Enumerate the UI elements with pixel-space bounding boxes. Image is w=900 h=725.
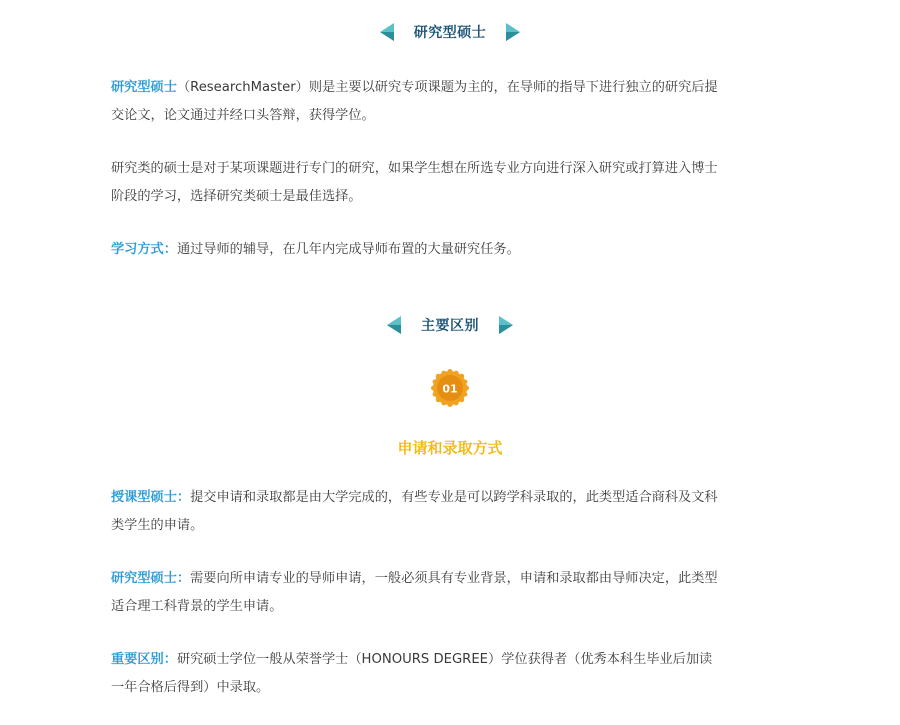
badge-number: 01 <box>442 382 458 396</box>
paragraph-research-master <box>111 565 721 621</box>
section-title: 研究型硕士 <box>413 25 487 41</box>
highlight-term: 研究型硕士 <box>111 80 177 95</box>
subsection-title: 申请和录取方式 <box>397 439 503 457</box>
paragraph-text: 研究硕士学位一般从荣誉学士（HONOURS DEGREE）学位获得者（优秀本科生毕业后加读一年合格后得到）中录取。 <box>111 652 713 695</box>
paragraph-text: 需要向所申请专业的导师申请，一般必须具有专业背景，申请和录取都由导师决定，此类型适合理工科背景的学生申请。 <box>111 571 718 614</box>
paragraph-research-definition <box>111 74 721 130</box>
paragraph-text: 研究类的硕士是对于某项课题进行专门的研究，如果学生想在所选专业方向进行深入研究或打算进入博士阶段的学习，选择研究类硕士是最佳选择。 <box>111 161 718 204</box>
paragraph-research-suitability <box>111 155 721 211</box>
highlight-term: 重要区别： <box>111 652 177 667</box>
paragraph-text: （ResearchMaster）则是主要以研究专项课题为主的，在导师的指导下进行独立的研究后提交论文，论文通过并经口头答辩，获得学位。 <box>111 80 718 123</box>
paragraph-study-method <box>111 236 721 264</box>
paragraph-key-difference <box>111 646 721 702</box>
triangle-right-icon <box>506 23 520 41</box>
badge-seal-icon <box>431 369 469 407</box>
section-heading-main-differences <box>0 315 900 335</box>
number-badge <box>0 369 900 407</box>
highlight-term: 授课型硕士： <box>111 490 191 505</box>
section-heading-research-master <box>0 22 900 42</box>
highlight-term: 学习方式： <box>111 242 177 257</box>
paragraph-taught-master <box>111 484 721 540</box>
triangle-left-icon <box>380 23 394 41</box>
highlight-term: 研究型硕士： <box>111 571 191 586</box>
section-title: 主要区别 <box>421 318 479 334</box>
paragraph-text: 通过导师的辅导，在几年内完成导师布置的大量研究任务。 <box>176 242 520 257</box>
paragraph-text: 提交申请和录取都是由大学完成的，有些专业是可以跨学科录取的，此类型适合商科及文科类学生的申请。 <box>111 490 718 533</box>
triangle-left-icon <box>387 316 401 334</box>
triangle-right-icon <box>499 316 513 334</box>
